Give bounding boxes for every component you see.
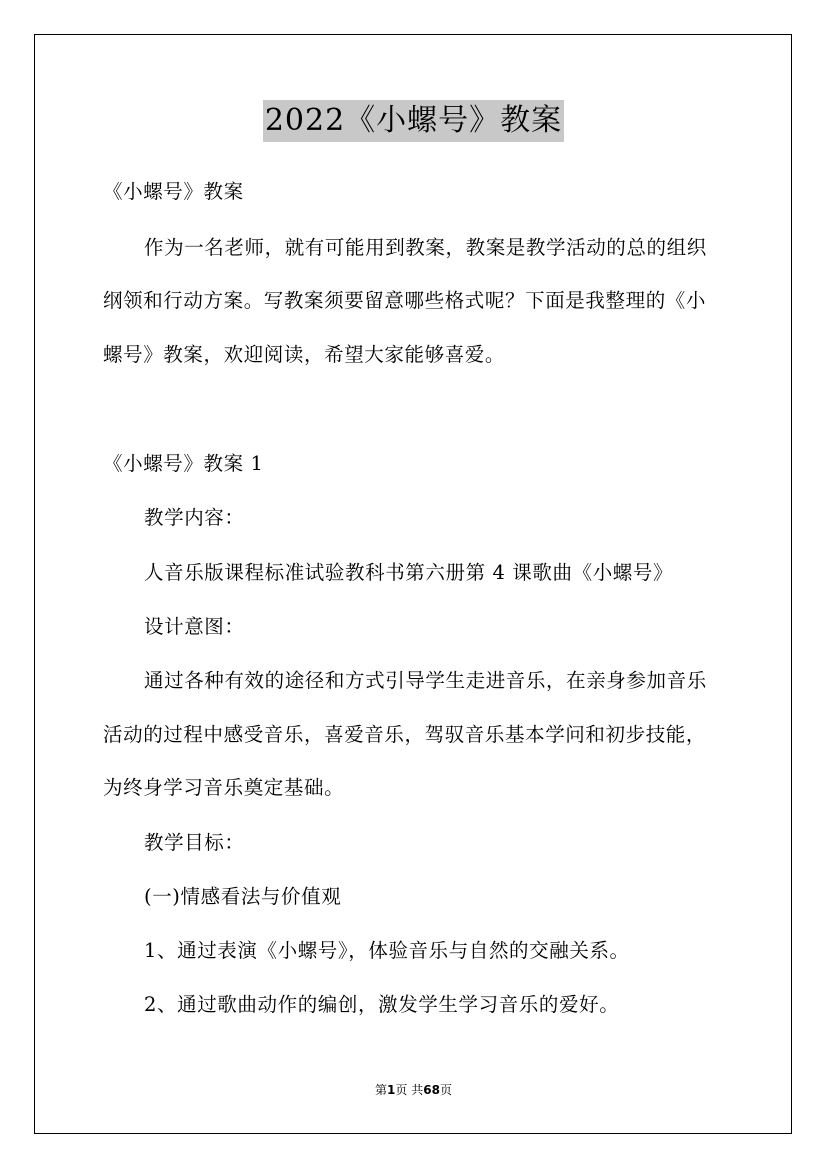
page-footer (0, 1082, 827, 1098)
intro-line-2: 纲领和行动方案。写教案须要留意哪些格式呢？下面是我整理的《小 (103, 289, 707, 312)
goals-heading: 教学目标： (144, 831, 245, 854)
design-line-1: 通过各种有效的途径和方式引导学生走进音乐，在亲身参加音乐 (144, 669, 707, 692)
title-container (0, 100, 827, 142)
content-text: 人音乐版课程标准试验教科书第六册第 4 课歌曲《小螺号》 (144, 561, 674, 584)
footer-suffix: 页 (439, 1083, 452, 1097)
footer-current-page: 1 (387, 1083, 396, 1097)
footer-prefix: 第 (375, 1083, 388, 1097)
goal-subheading: (一)情感看法与价值观 (144, 885, 342, 908)
goal-item-1: 1、通过表演《小螺号》，体验音乐与自然的交融关系。 (144, 939, 630, 962)
design-heading: 设计意图： (144, 615, 245, 638)
design-line-3: 为终身学习音乐奠定基础。 (103, 776, 345, 799)
goal-item-2: 2、通过歌曲动作的编创，激发学生学习音乐的爱好。 (144, 993, 620, 1016)
intro-line-1: 作为一名老师，就有可能用到教案，教案是教学活动的总的组织 (144, 236, 707, 259)
section-title: 《小螺号》教案 1 (103, 452, 264, 475)
intro-line-3: 螺号》教案，欢迎阅读，希望大家能够喜爱。 (103, 343, 506, 366)
footer-middle: 页 共 (395, 1083, 424, 1097)
subtitle: 《小螺号》教案 (103, 180, 244, 203)
design-line-2: 活动的过程中感受音乐，喜爱音乐，驾驭音乐基本学问和初步技能， (103, 723, 707, 746)
document-title: 2022《小螺号》教案 (263, 100, 564, 142)
footer-total-pages: 68 (423, 1083, 440, 1097)
content-heading: 教学内容： (144, 506, 245, 529)
